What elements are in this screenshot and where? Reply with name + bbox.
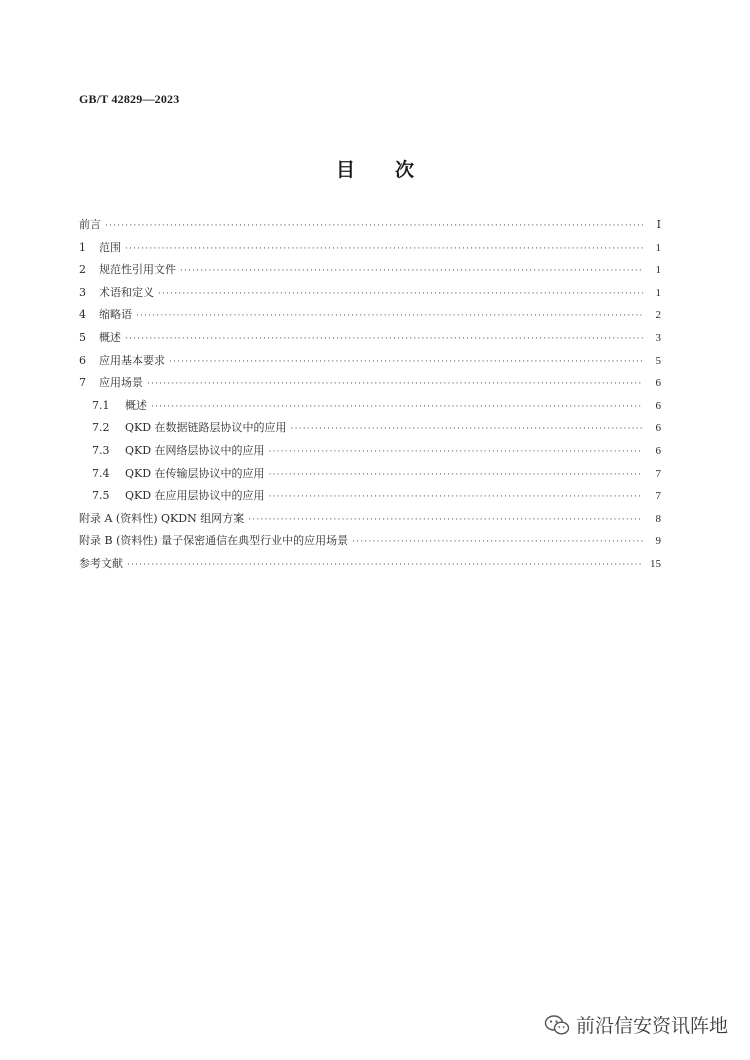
toc-entry[interactable] (79, 239, 661, 262)
toc-entry[interactable] (79, 261, 661, 284)
toc-entry-label: 概述 (125, 398, 147, 412)
toc-entry-number: 7.2 (92, 421, 110, 435)
toc-leader-dots (269, 492, 643, 502)
toc-entry[interactable] (79, 442, 661, 465)
toc-entry-label: QKD 在数据链路层协议中的应用 (125, 421, 287, 435)
toc-leader-dots (127, 560, 643, 570)
toc-entry-page: 9 (655, 535, 661, 548)
toc-entry[interactable] (79, 510, 661, 533)
watermark (544, 1011, 728, 1038)
toc-entry-number: 6 (79, 353, 86, 367)
toc-leader-dots (248, 515, 643, 525)
toc-entry-page: 7 (655, 490, 661, 503)
wechat-icon (544, 1014, 570, 1036)
toc-entry-number: 7.5 (92, 489, 110, 503)
toc-entry-label: 前言 (79, 218, 101, 231)
toc-entry-page: 8 (655, 512, 661, 525)
page-title (0, 155, 750, 182)
toc-entry[interactable] (79, 329, 661, 352)
toc-entry-page: Ⅰ (656, 219, 661, 231)
toc-leader-dots (352, 537, 643, 547)
toc-entry-page: 6 (655, 444, 661, 457)
toc-leader-dots (136, 311, 643, 321)
toc-entry-label: QKD 在网络层协议中的应用 (125, 443, 265, 457)
toc-leader-dots (125, 244, 643, 254)
toc-entry-number: 7 (79, 376, 86, 390)
toc-entry-page: 1 (655, 286, 661, 299)
toc-entry-page: 6 (655, 399, 661, 412)
toc-entry[interactable] (79, 487, 661, 510)
toc-leader-dots (105, 221, 643, 231)
toc-entry-label: QKD 在应用层协议中的应用 (125, 489, 265, 503)
toc-entry-page: 6 (655, 377, 661, 390)
toc-entry-page: 6 (655, 422, 661, 435)
toc-entry-number: 7.1 (92, 398, 110, 412)
toc-entry-number: 2 (79, 263, 86, 277)
toc-entry-page: 2 (655, 309, 661, 322)
toc-entry-page: 15 (650, 557, 661, 570)
toc-entry[interactable] (79, 284, 661, 307)
table-of-contents (79, 216, 661, 578)
toc-entry-page: 5 (655, 354, 661, 367)
toc-entry-label: 附录 B (资料性) 量子保密通信在典型行业中的应用场景 (79, 534, 349, 548)
title-char-1: 目 (335, 159, 355, 181)
toc-entry-page: 7 (655, 467, 661, 480)
toc-entry-label: 规范性引用文件 (99, 263, 176, 277)
toc-entry-label: 应用基本要求 (99, 353, 165, 367)
toc-entry-page: 1 (655, 264, 661, 277)
toc-entry-label: 术语和定义 (99, 285, 154, 299)
toc-leader-dots (269, 447, 643, 457)
toc-entry-number: 5 (79, 330, 86, 344)
toc-entry[interactable] (79, 555, 661, 578)
toc-entry-number: 4 (79, 308, 86, 322)
toc-entry[interactable] (79, 216, 661, 239)
toc-leader-dots (180, 266, 643, 276)
toc-entry-label: 范围 (99, 240, 121, 254)
toc-entry-page: 3 (655, 331, 661, 344)
toc-entry-label: 附录 A (资料性) QKDN 组网方案 (79, 511, 245, 525)
toc-entry-number: 7.4 (92, 466, 110, 480)
watermark-text: 前沿信安资讯阵地 (575, 1015, 728, 1037)
toc-entry[interactable] (79, 374, 661, 397)
toc-entry[interactable] (79, 306, 661, 329)
toc-entry-label: 概述 (99, 330, 121, 344)
toc-leader-dots (291, 424, 643, 434)
toc-entry-number: 3 (79, 285, 86, 299)
toc-leader-dots (269, 470, 643, 480)
toc-entry-label: 参考文献 (79, 556, 123, 570)
toc-leader-dots (125, 334, 643, 344)
toc-entry[interactable] (79, 352, 661, 375)
toc-leader-dots (151, 402, 643, 412)
toc-entry[interactable] (79, 532, 661, 555)
standard-code: GB/T 42829—2023 (79, 92, 180, 106)
toc-entry-number: 1 (79, 240, 86, 254)
title-char-2: 次 (395, 159, 415, 181)
toc-entry[interactable] (79, 397, 661, 420)
toc-leader-dots (169, 357, 643, 367)
toc-entry-label: 应用场景 (99, 376, 143, 390)
toc-entry[interactable] (79, 419, 661, 442)
toc-leader-dots (158, 289, 643, 299)
toc-entry-number: 7.3 (92, 443, 110, 457)
toc-entry-page: 1 (655, 241, 661, 254)
toc-entry-label: 缩略语 (99, 308, 132, 322)
toc-entry[interactable] (79, 465, 661, 488)
toc-entry-label: QKD 在传输层协议中的应用 (125, 466, 265, 480)
toc-leader-dots (147, 379, 643, 389)
